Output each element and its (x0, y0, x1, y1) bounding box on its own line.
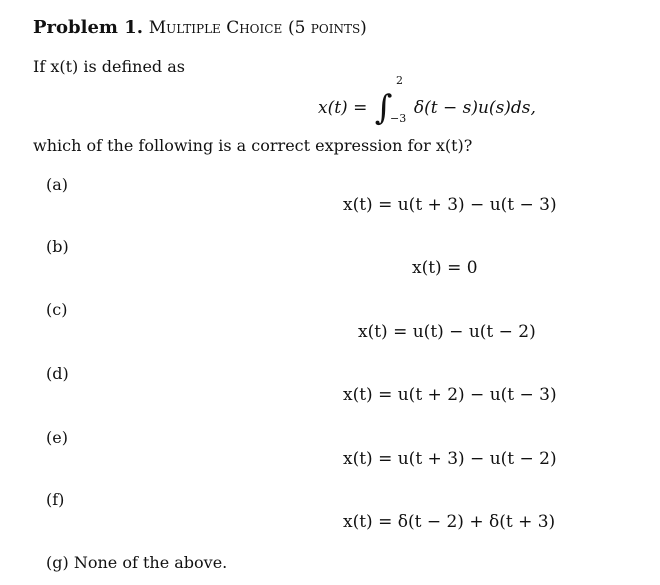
option-c-expression: x(t) = u(t) − u(t − 2) (358, 322, 536, 342)
problem-number: Problem 1. (33, 17, 144, 38)
lower-limit: −3 (390, 112, 407, 125)
option-f-label: (f) (46, 490, 65, 509)
question-text: which of the following is a correct expression for x(t)? (33, 136, 473, 155)
option-e-label: (e) (46, 428, 68, 447)
option-b-expression: x(t) = 0 (412, 258, 478, 278)
integral-sign: ∫ (374, 88, 393, 128)
integrand: δ(t − s)u(s)ds, (413, 98, 536, 118)
problem-type: Multiple Choice (148, 18, 283, 38)
option-g (46, 553, 227, 572)
upper-limit: 2 (396, 74, 403, 87)
option-b-label: (b) (46, 237, 69, 256)
option-e-expression: x(t) = u(t + 3) − u(t − 2) (343, 449, 557, 469)
option-d-expression: x(t) = u(t + 2) − u(t − 3) (343, 385, 557, 405)
problem-points: (5 points) (287, 18, 367, 38)
definition-equation (318, 74, 536, 128)
option-a-expression: x(t) = u(t + 3) − u(t − 3) (343, 195, 557, 215)
option-c-label: (c) (46, 300, 68, 319)
option-f-expression: x(t) = δ(t − 2) + δ(t + 3) (343, 512, 556, 532)
option-d-label: (d) (46, 364, 69, 383)
option-g-text: None of the above. (73, 553, 228, 572)
definition-lhs: x(t) = (318, 98, 368, 118)
option-g-label: (g) (46, 553, 69, 572)
problem-heading (33, 17, 367, 38)
intro-text: If x(t) is defined as (33, 57, 185, 76)
option-a-label: (a) (46, 175, 69, 194)
